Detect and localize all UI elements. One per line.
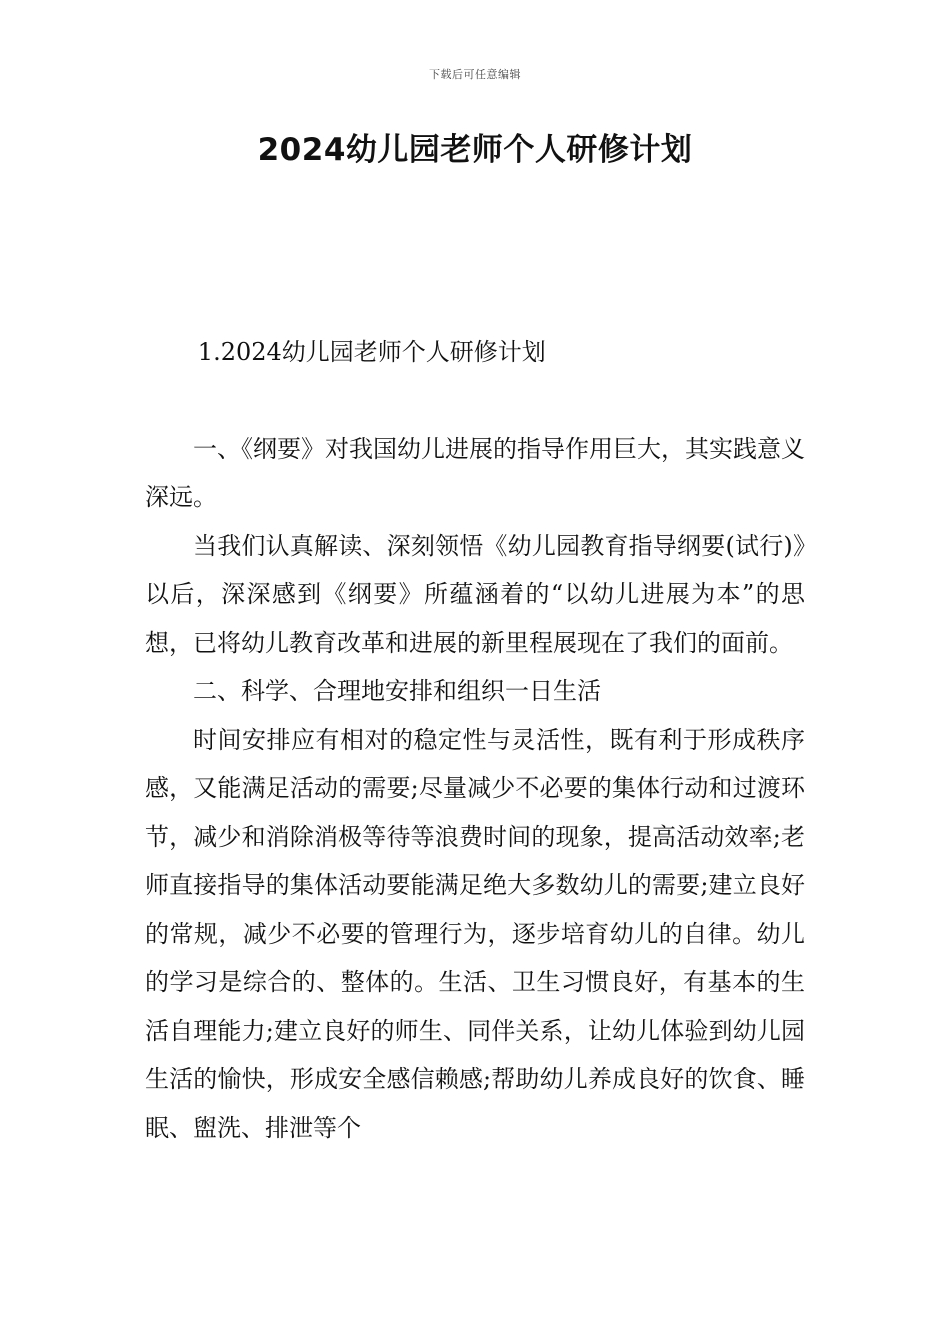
section-heading-2: 二、科学、合理地安排和组织一日生活: [193, 677, 601, 705]
document-body: [145, 328, 805, 1152]
paragraph-1: 一、《纲要》对我国幼儿进展的指导作用巨大，其实践意义深远。: [145, 434, 805, 511]
item-heading: 1.2024幼儿园老师个人研修计划: [197, 338, 546, 366]
paragraph-3: 时间安排应有相对的稳定性与灵活性，既有利于形成秩序感，又能满足活动的需要;尽量减少不必要的集体行动和过渡环节，减少和消除消极等待等浪费时间的现象，提高活动效率;老师直接指导的集体活动要能满足绝大多数幼儿的需要;建立良好的常规，减少不必要的管理行为，逐步培育幼儿的自律。幼儿的学习是综合的、整体的。生活、卫生习惯良好，有基本的生活自理能力;建立良好的师生、同伴关系，让幼儿体验到幼儿园生活的愉快，形成安全感信赖感;帮助幼儿养成良好的饮食、睡眠、盥洗、排泄等个: [145, 725, 805, 1142]
document-title: 2024幼儿园老师个人研修计划: [257, 132, 693, 168]
header-note: 下载后可任意编辑: [429, 68, 521, 81]
paragraph-2: 当我们认真解读、深刻领悟《幼儿园教育指导纲要(试行)》以后，深深感到《纲要》所蕴涵着的“以幼儿进展为本”的思想，已将幼儿教育改革和进展的新里程展现在了我们的面前。: [145, 531, 805, 657]
